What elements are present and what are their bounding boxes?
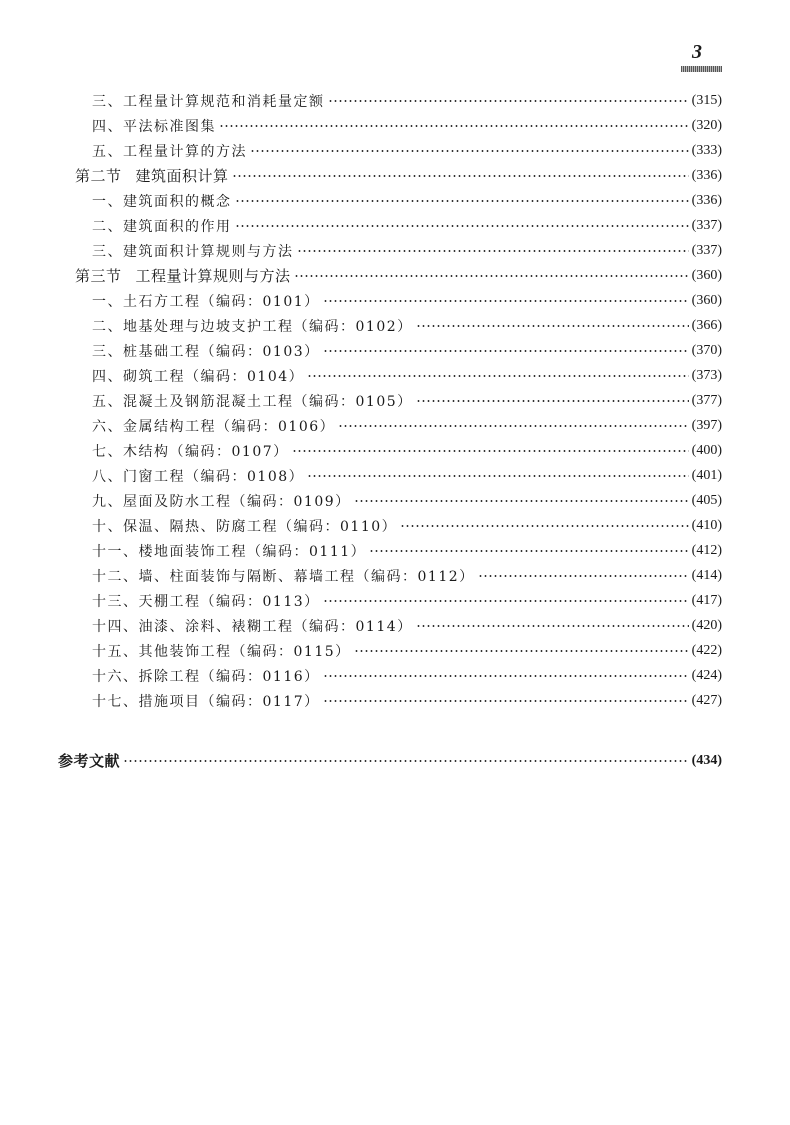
- dot-leader: [400, 525, 689, 527]
- toc-entry[interactable]: [92, 338, 722, 363]
- toc-section-title: [75, 265, 291, 286]
- dot-leader: [416, 625, 689, 627]
- toc-entry[interactable]: [92, 438, 722, 463]
- toc-entry-page: (414): [691, 567, 722, 583]
- toc-entry-title: 八、门窗工程（编码：0108）: [92, 468, 305, 485]
- toc-entry[interactable]: [92, 388, 722, 413]
- toc-entry-page: (336): [691, 192, 722, 208]
- toc-entry-title: 十七、措施项目（编码：0117）: [92, 693, 320, 710]
- dot-leader: [235, 225, 689, 227]
- references-title: 参考文献: [58, 752, 121, 770]
- dot-leader: [232, 175, 689, 177]
- dot-leader: [294, 275, 689, 277]
- dot-leader: [478, 575, 689, 577]
- toc-entry[interactable]: [92, 663, 722, 688]
- toc-section-entry[interactable]: [75, 263, 722, 288]
- toc-entry-title: 七、木结构（编码：0107）: [92, 443, 289, 460]
- toc-entry-page: (405): [691, 492, 722, 508]
- dot-leader: [307, 475, 689, 477]
- toc-section-title: [75, 165, 229, 186]
- toc-entry[interactable]: [92, 188, 722, 213]
- dot-leader: [323, 600, 689, 602]
- section-title: 建筑面积计算: [135, 167, 229, 185]
- toc-entry-page: (397): [691, 417, 722, 433]
- toc-entry-title: 九、屋面及防水工程（编码：0109）: [92, 493, 351, 510]
- toc-entry-title: 五、工程量计算的方法: [92, 143, 247, 160]
- toc-entry-title: 三、建筑面积计算规则与方法: [92, 243, 294, 260]
- toc-entry-page: (424): [691, 667, 722, 683]
- toc-entry[interactable]: [92, 413, 722, 438]
- toc-entry[interactable]: [92, 588, 722, 613]
- toc-entry-page: (420): [691, 617, 722, 633]
- page-number-rule: [681, 66, 722, 72]
- dot-leader: [416, 400, 689, 402]
- toc-entry[interactable]: [92, 688, 722, 713]
- dot-leader: [307, 375, 689, 377]
- toc-entry-title: 十六、拆除工程（编码：0116）: [92, 668, 320, 685]
- toc-entry-page: (400): [691, 442, 722, 458]
- dot-leader: [123, 760, 689, 762]
- section-number: 第二节: [75, 167, 122, 185]
- dot-leader: [292, 450, 689, 452]
- dot-leader: [323, 350, 689, 352]
- toc-entry-page: (360): [691, 292, 722, 308]
- toc-entry[interactable]: [92, 288, 722, 313]
- toc-entry[interactable]: [92, 213, 722, 238]
- dot-leader: [235, 200, 689, 202]
- toc-entry[interactable]: [92, 638, 722, 663]
- toc-entry[interactable]: [92, 238, 722, 263]
- dot-leader: [219, 125, 689, 127]
- dot-leader: [369, 550, 689, 552]
- page-number: 3: [692, 41, 702, 63]
- toc-entry-page: (370): [691, 342, 722, 358]
- toc-entry-title: 二、地基处理与边坡支护工程（编码：0102）: [92, 318, 413, 335]
- toc-entry-page: (360): [691, 267, 722, 283]
- toc-entry-title: 十四、油漆、涂料、裱糊工程（编码：0114）: [92, 618, 413, 635]
- toc-entry[interactable]: [92, 563, 722, 588]
- toc-references-entry[interactable]: [58, 748, 722, 773]
- dot-leader: [323, 700, 689, 702]
- toc-entry[interactable]: [92, 538, 722, 563]
- toc-entry-title: 十一、楼地面装饰工程（编码：0111）: [92, 543, 367, 560]
- toc-section-entry[interactable]: [75, 163, 722, 188]
- toc-entry[interactable]: [92, 113, 722, 138]
- dot-leader: [250, 150, 689, 152]
- toc-entry-title: 四、砌筑工程（编码：0104）: [92, 368, 305, 385]
- toc-entry-page: (366): [691, 317, 722, 333]
- toc-entry-page: (410): [691, 517, 722, 533]
- toc-entry-page: (417): [691, 592, 722, 608]
- toc-entry[interactable]: [92, 138, 722, 163]
- toc-entry-title: 十三、天棚工程（编码：0113）: [92, 593, 320, 610]
- toc-entry-page: (320): [691, 117, 722, 133]
- toc-entry-page: (315): [691, 92, 722, 108]
- toc-entry-page: (377): [691, 392, 722, 408]
- toc-entry[interactable]: [92, 313, 722, 338]
- toc-entry-page: (412): [691, 542, 722, 558]
- toc-entry-title: 三、工程量计算规范和消耗量定额: [92, 93, 325, 110]
- toc-entry-title: 五、混凝土及钢筋混凝土工程（编码：0105）: [92, 393, 413, 410]
- toc-entry-title: 三、桩基础工程（编码：0103）: [92, 343, 320, 360]
- toc-entry-page: (373): [691, 367, 722, 383]
- toc-entry-page: (337): [691, 217, 722, 233]
- toc-entry-title: 十二、墙、柱面装饰与隔断、幕墙工程（编码：0112）: [92, 568, 475, 585]
- toc-entry-title: 二、建筑面积的作用: [92, 218, 232, 235]
- dot-leader: [354, 500, 689, 502]
- toc-entry-page: (427): [691, 692, 722, 708]
- toc-entry-title: 一、建筑面积的概念: [92, 193, 232, 210]
- toc-entry-page: (401): [691, 467, 722, 483]
- dot-leader: [323, 675, 689, 677]
- section-number: 第三节: [75, 267, 122, 285]
- toc-entry[interactable]: [92, 513, 722, 538]
- toc-entry-page: (422): [691, 642, 722, 658]
- toc-entry-title: 十五、其他装饰工程（编码：0115）: [92, 643, 351, 660]
- toc-entry[interactable]: [92, 88, 722, 113]
- toc-entry[interactable]: [92, 488, 722, 513]
- section-title: 工程量计算规则与方法: [135, 267, 291, 285]
- toc-entry-title: 六、金属结构工程（编码：0106）: [92, 418, 336, 435]
- toc-entry-title: 一、土石方工程（编码：0101）: [92, 293, 320, 310]
- dot-leader: [323, 300, 689, 302]
- toc-entry-page: (337): [691, 242, 722, 258]
- toc-entry[interactable]: [92, 463, 722, 488]
- toc-entry-title: 四、平法标准图集: [92, 118, 216, 135]
- toc-entry-page: (336): [691, 167, 722, 183]
- toc-entry[interactable]: [92, 613, 722, 638]
- dot-leader: [338, 425, 689, 427]
- dot-leader: [416, 325, 689, 327]
- toc-entry-page: (333): [691, 142, 722, 158]
- dot-leader: [354, 650, 689, 652]
- dot-leader: [297, 250, 689, 252]
- toc-entry[interactable]: [92, 363, 722, 388]
- toc-entry-page: (434): [691, 752, 722, 768]
- dot-leader: [328, 100, 689, 102]
- toc-entry-title: 十、保温、隔热、防腐工程（编码：0110）: [92, 518, 398, 535]
